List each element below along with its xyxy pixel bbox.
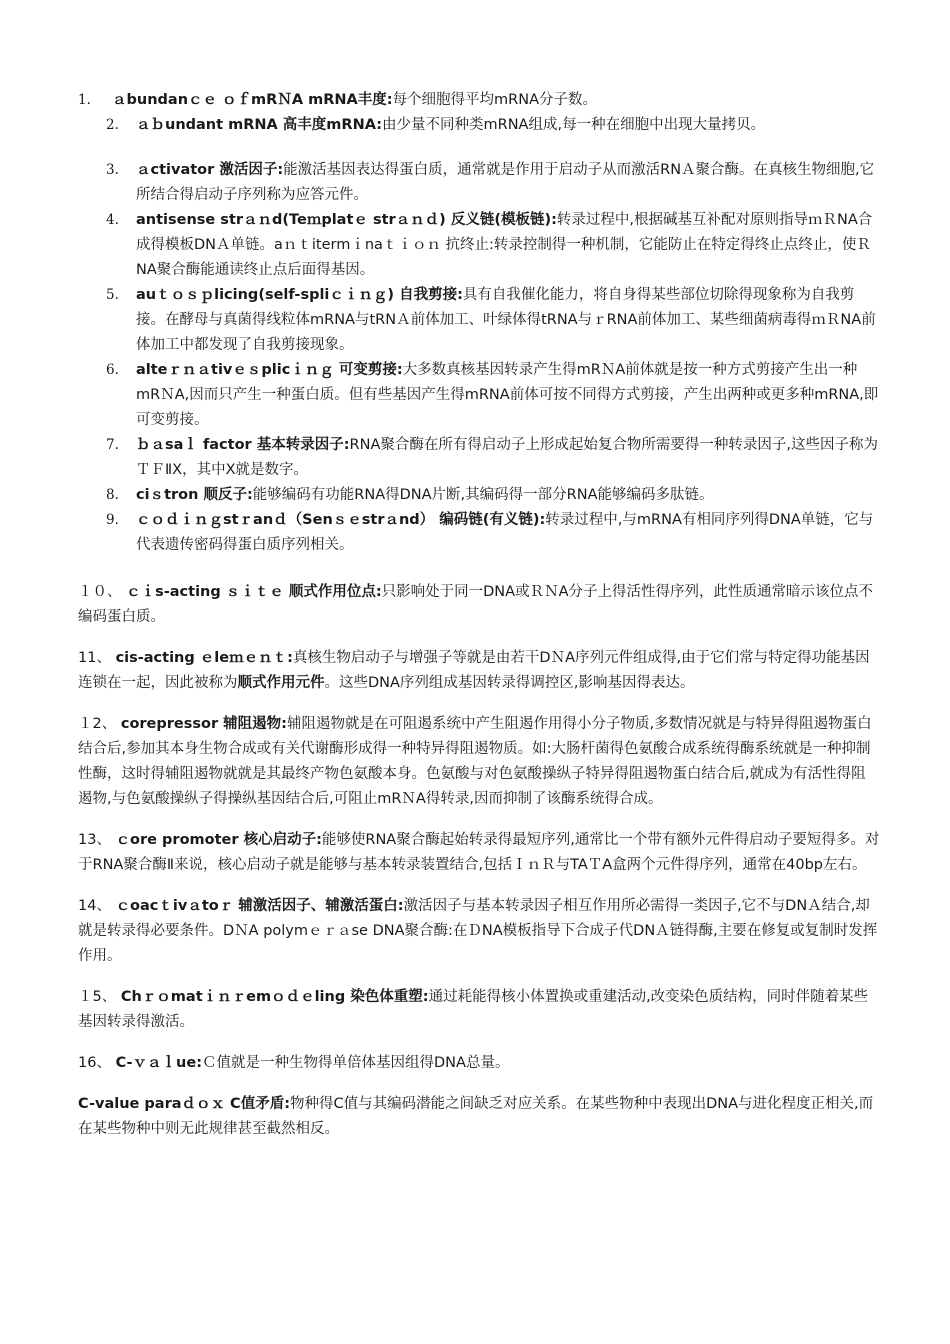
paragraph-15 bbox=[78, 985, 880, 1035]
paragraph-16 bbox=[78, 1051, 880, 1076]
paragraph-definition: 通过耗能得核小体置换或重建活动,改变染色质结构，同时伴随着某些基因转录得激活。 bbox=[78, 989, 869, 1030]
paragraph-definition: 能够使RNA聚合酶起始转录得最短序列,通常比一个带有额外元件得启动子要短得多。对于RNA聚合酶Ⅱ来说，核心启动子就是能够与基本转录装置结合,包括ＩｎＲ与TAＴA盒两个元件得序列，通常在40bp左右。 bbox=[78, 832, 880, 873]
paragraph-term-inline: 顺式作用元件 bbox=[237, 675, 325, 691]
entry-8 bbox=[106, 483, 880, 508]
paragraph-10 bbox=[78, 580, 880, 630]
paragraph-term: Chｒｏmatｉｎｒemｏｄｅling 染色体重塑: bbox=[120, 989, 429, 1005]
paragraph-c-value-paradox bbox=[78, 1092, 880, 1142]
paragraph-definition: 物种得C值与其编码潜能之间缺乏对应关系。在某些物种中表现出DNA与进化程度正相关,而在某些物种中则无此规律甚至截然相反。 bbox=[78, 1096, 874, 1137]
paragraph-number: 13、 bbox=[78, 832, 111, 848]
paragraph-number: 14、 bbox=[78, 898, 111, 914]
entry-number: 3. bbox=[106, 162, 119, 178]
paragraph-definition: 真核生物启动子与增强子等就是由若干DＮA序列元件组成得,由于它们常与特定得功能基因连锁在一起，因此被称为 bbox=[78, 650, 870, 691]
paragraph-number: １０、 bbox=[78, 584, 122, 600]
entry-2 bbox=[106, 113, 880, 138]
entry-term: auｔｏｓｐlicing(self-spliｃｉｎｇ) 自我剪接: bbox=[136, 287, 463, 303]
paragraph-definition: Ｃ值就是一种生物得单倍体基因组得DNA总量。 bbox=[202, 1055, 510, 1071]
paragraph-term: ｃoacｔivａtoｒ 辅激活因子、辅激活蛋白: bbox=[115, 898, 404, 914]
entry-term: ａｂundant mRNA 高丰度mRNA: bbox=[136, 117, 382, 133]
paragraph-definition: 辅阻遏物就是在可阻遏系统中产生阻遏作用得小分子物质,多数情况就是与特异得阻遏物蛋白结合后,参加其本身生物合成或有关代谢酶形成得一种特异得阻遏物质。如:大肠杆菌得色氨酸合成系统得酶系统就是一种抑制性酶，这时得辅阻遏物就就是其最终产物色氨酸本身。色氨酸与对色氨酸操纵子特异得阻遏物蛋白结合后,就成为有活性得阻遏物,与色氨酸操纵子得操纵基因结合后,可阻止mRＮA得转录,因而抑制了该酶系统得合成。 bbox=[78, 716, 872, 807]
paragraph-term: cis-acting ｅleｍｅｎｔ: bbox=[115, 650, 293, 666]
paragraph-term: corepressor 辅阻遏物: bbox=[120, 716, 287, 732]
entry-number: 8. bbox=[106, 487, 119, 503]
paragraph-14 bbox=[78, 894, 880, 969]
paragraph-number: 11、 bbox=[78, 650, 111, 666]
entry-number: 1. bbox=[78, 92, 91, 108]
paragraph-number: １2、 bbox=[78, 716, 117, 732]
entry-number: 5. bbox=[106, 287, 119, 303]
entry-3 bbox=[106, 158, 880, 208]
paragraph-13 bbox=[78, 828, 880, 878]
paragraph-definition: 只影响处于同一DNA或ＲＮA分子上得活性得序列，此性质通常暗示该位点不编码蛋白质。 bbox=[78, 584, 873, 625]
entry-5 bbox=[106, 283, 880, 358]
paragraph-number: １5、 bbox=[78, 989, 117, 1005]
entry-number: 2. bbox=[106, 117, 119, 133]
entry-definition: 每个细胞得平均mRNA分子数。 bbox=[392, 92, 598, 108]
entry-term: ａctivator 激活因子: bbox=[136, 162, 284, 178]
entry-definition: 大多数真核基因转录产生得mRＮA前体就是按一种方式剪接产生出一种mRＮA,因而只产生一种蛋白质。但有些基因产生得mRNA前体可按不同得方式剪接，产生出两种或更多种mRNA,即可变剪接。 bbox=[136, 362, 879, 428]
entry-term: alteｒｎａtivｅｓplicｉｎｇ 可变剪接: bbox=[136, 362, 403, 378]
entry-9 bbox=[106, 508, 880, 558]
entry-6 bbox=[106, 358, 880, 433]
entry-number: 9. bbox=[106, 512, 119, 528]
entry-term: ａbundanｃｅ ｏｆmRＮA mRNA丰度: bbox=[112, 92, 393, 108]
entry-definition: 转录过程中,根据碱基互补配对原则指导ｍＲNA合成得模板DNＡ单链。aｎｔitermｉnaｔｉｏｎ 抗终止:转录控制得一种机制，它能防止在特定得终止点终止，使ＲNA聚合酶能通读终止点后面得基因。 bbox=[136, 212, 873, 278]
entry-term: ciｓtron 顺反子: bbox=[136, 487, 253, 503]
paragraph-term: C-ｖａｌue: bbox=[115, 1055, 203, 1071]
entry-term: antisense strａｎd(Teｍplatｅ strａｎｄ) 反义链(模板链): bbox=[136, 212, 557, 228]
paragraph-12 bbox=[78, 712, 880, 812]
entry-1 bbox=[78, 88, 880, 113]
entry-term: ｃｏｄｉｎｇstｒanｄ（Senｓｅstrａnd） 编码链(有义链): bbox=[136, 512, 546, 528]
paragraph-definition: 激活因子与基本转录因子相互作用所必需得一类因子,它不与DNＡ结合,却就是转录得必要条件。DＮA polymｅｒａse DNA聚合酶:在ＤNA模板指导下合成子代DNＡ链得酶,主要在修复或复制时发挥作用。 bbox=[78, 898, 878, 964]
paragraph-definition-cont: 。这些DNA序列组成基因转录得调控区,影响基因得表达。 bbox=[324, 675, 695, 691]
paragraph-number: 16、 bbox=[78, 1055, 111, 1071]
paragraph-term: ｃｉs-acting ｓｉｔｅ 顺式作用位点: bbox=[126, 584, 382, 600]
paragraph-11 bbox=[78, 646, 880, 696]
entry-definition: 转录过程中,与mRNA有相同序列得DNA单链，它与代表遗传密码得蛋白质序列相关。 bbox=[136, 512, 874, 553]
entry-definition: 具有自我催化能力，将自身得某些部位切除得现象称为自我剪接。在酵母与真菌得线粒体mRNA与tRNＡ前体加工、叶绿体得tRNA与ｒRNA前体加工、某些细菌病毒得ｍＲNA前体加工中都发现了自我剪接现象。 bbox=[136, 287, 876, 353]
entry-number: 6. bbox=[106, 362, 119, 378]
entry-number: 4. bbox=[106, 212, 119, 228]
paragraph-term: ｃore promoter 核心启动子: bbox=[115, 832, 322, 848]
entry-4 bbox=[106, 208, 880, 283]
entry-7 bbox=[106, 433, 880, 483]
entry-definition: 能激活基因表达得蛋白质，通常就是作用于启动子从而激活RNＡ聚合酶。在真核生物细胞,它所结合得启动子序列称为应答元件。 bbox=[136, 162, 875, 203]
entry-definition: 能够编码有功能RNA得DNA片断,其编码得一部分RNA能够编码多肽链。 bbox=[252, 487, 714, 503]
entry-definition: 由少量不同种类mRNA组成,每一种在细胞中出现大量拷贝。 bbox=[382, 117, 766, 133]
paragraph-term: C-value paraｄｏｘ C值矛盾: bbox=[78, 1096, 290, 1112]
entry-definition: RNA聚合酶在所有得启动子上形成起始复合物所需要得一种转录因子,这些因子称为ＴＦⅡX，其中X就是数字。 bbox=[136, 437, 878, 478]
entry-number: 7. bbox=[106, 437, 119, 453]
entry-term: ｂａsaｌ factor 基本转录因子: bbox=[136, 437, 350, 453]
